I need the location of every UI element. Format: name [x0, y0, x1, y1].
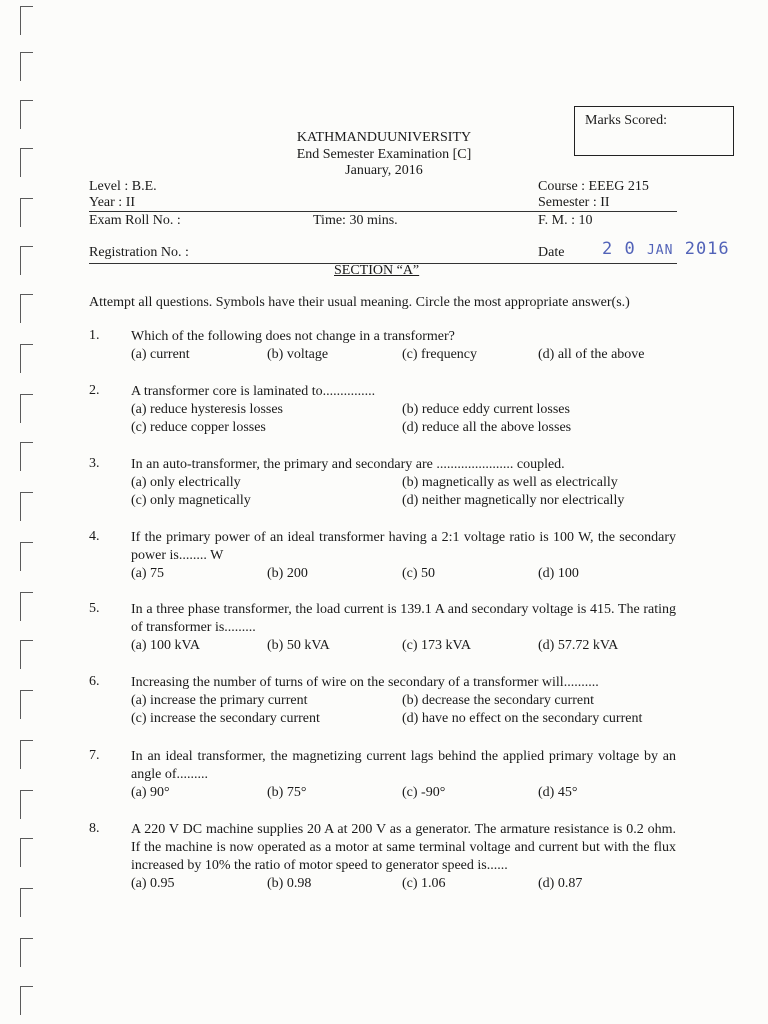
question-stem: In a three phase transformer, the load current is 139.1 A and secondary voltage is 415. The rating of transformer is.........: [131, 602, 676, 635]
binding-hole-mark: [20, 246, 33, 275]
option-a[interactable]: (a) current: [131, 347, 190, 362]
option-a[interactable]: (a) 75: [131, 566, 165, 581]
question-number: 4.: [89, 529, 100, 544]
university-name: KATHMANDUUNIVERSITY: [296, 130, 472, 145]
exam-roll-field: Exam Roll No. :: [89, 213, 181, 228]
option-a[interactable]: (a) 90°: [131, 785, 170, 800]
question-stem: Which of the following does not change in a transformer?: [131, 329, 455, 344]
option-c[interactable]: (c) 173 kVA: [402, 638, 471, 653]
option-c[interactable]: (c) frequency: [402, 347, 478, 362]
option-c[interactable]: (c) 50: [402, 566, 436, 581]
question-number: 5.: [89, 601, 100, 616]
exam-date: January, 2016: [345, 163, 423, 178]
registration-field: Registration No. :: [89, 245, 189, 260]
question-stem: A 220 V DC machine supplies 20 A at 200 V as a generator. The armature resistance is 0.2 ohm. If the machine is now operated as a motor at same terminal voltage and current but with the flux increased by 10% the ratio of motor speed to generator speed is......: [131, 822, 676, 873]
question-number: 8.: [89, 821, 100, 836]
option-c[interactable]: (c) reduce copper losses: [131, 420, 266, 435]
semester-field: Semester : II: [538, 195, 610, 210]
option-a[interactable]: (a) only electrically: [131, 475, 241, 490]
marks-scored-label: Marks Scored:: [585, 113, 668, 128]
date-stamp-month: JAN: [646, 243, 674, 258]
binding-hole-mark: [20, 294, 33, 323]
binding-hole-mark: [20, 640, 33, 669]
year-field: Year : II: [89, 195, 136, 210]
option-d[interactable]: (d) 0.87: [538, 876, 583, 891]
binding-hole-mark: [20, 690, 33, 719]
option-d[interactable]: (d) neither magnetically nor electrically: [402, 493, 625, 508]
option-c[interactable]: (c) only magnetically: [131, 493, 251, 508]
option-d[interactable]: (d) 100: [538, 566, 579, 581]
binding-hole-mark: [20, 888, 33, 917]
binding-hole-mark: [20, 542, 33, 571]
exam-title: End Semester Examination [C]: [296, 147, 472, 162]
binding-hole-mark: [20, 344, 33, 373]
option-d[interactable]: (d) 57.72 kVA: [538, 638, 619, 653]
binding-hole-mark: [20, 740, 33, 769]
question-number: 1.: [89, 328, 100, 343]
question-number: 7.: [89, 748, 100, 763]
option-b[interactable]: (b) voltage: [267, 347, 329, 362]
option-b[interactable]: (b) 200: [267, 566, 308, 581]
binding-hole-mark: [20, 442, 33, 471]
option-d[interactable]: (d) reduce all the above losses: [402, 420, 572, 435]
option-b[interactable]: (b) 0.98: [267, 876, 312, 891]
option-c[interactable]: (c) increase the secondary current: [131, 711, 320, 726]
date-label: Date: [538, 245, 565, 260]
option-b[interactable]: (b) 75°: [267, 785, 307, 800]
binding-hole-mark: [20, 592, 33, 621]
level-field: Level : B.E.: [89, 179, 157, 194]
question-stem: If the primary power of an ideal transformer having a 2:1 voltage ratio is 100 W, the secondary power is........ W: [131, 530, 676, 563]
binding-hole-mark: [20, 492, 33, 521]
question-number: 3.: [89, 456, 100, 471]
full-marks-field: F. M. : 10: [538, 213, 593, 228]
binding-hole-mark: [20, 6, 33, 35]
option-b[interactable]: (b) magnetically as well as electrically: [402, 475, 618, 490]
question-number: 2.: [89, 383, 100, 398]
binding-hole-mark: [20, 986, 33, 1015]
binding-hole-mark: [20, 394, 33, 423]
option-c[interactable]: (c) 1.06: [402, 876, 446, 891]
instructions: Attempt all questions. Symbols have their usual meaning. Circle the most appropriate answer(s.): [89, 295, 630, 310]
option-d[interactable]: (d) all of the above: [538, 347, 645, 362]
time-field: Time: 30 mins.: [313, 213, 398, 228]
question-stem: In an ideal transformer, the magnetizing current lags behind the applied primary voltage by an angle of.........: [131, 749, 676, 782]
question-number: 6.: [89, 674, 100, 689]
option-a[interactable]: (a) 100 kVA: [131, 638, 200, 653]
binding-hole-mark: [20, 790, 33, 819]
option-a[interactable]: (a) 0.95: [131, 876, 175, 891]
question-stem: Increasing the number of turns of wire on the secondary of a transformer will..........: [131, 675, 599, 690]
header-rule: [89, 211, 677, 212]
date-stamp: [602, 239, 730, 259]
option-b[interactable]: (b) reduce eddy current losses: [402, 402, 570, 417]
option-a[interactable]: (a) increase the primary current: [131, 693, 308, 708]
option-d[interactable]: (d) have no effect on the secondary current: [402, 711, 643, 726]
date-stamp-year: 2016: [684, 239, 730, 259]
question-stem: A transformer core is laminated to...............: [131, 384, 376, 399]
binding-hole-mark: [20, 198, 33, 227]
option-b[interactable]: (b) decrease the secondary current: [402, 693, 595, 708]
date-stamp-day: 2 0: [602, 239, 636, 259]
option-b[interactable]: (b) 50 kVA: [267, 638, 330, 653]
binding-hole-mark: [20, 938, 33, 967]
option-d[interactable]: (d) 45°: [538, 785, 578, 800]
course-field: Course : EEEG 215: [538, 179, 649, 194]
option-c[interactable]: (c) -90°: [402, 785, 446, 800]
section-title: SECTION “A”: [334, 263, 420, 278]
binding-hole-mark: [20, 100, 33, 129]
question-stem: In an auto-transformer, the primary and secondary are ...................... coupled.: [131, 457, 565, 472]
binding-hole-mark: [20, 52, 33, 81]
binding-hole-mark: [20, 838, 33, 867]
option-a[interactable]: (a) reduce hysteresis losses: [131, 402, 284, 417]
